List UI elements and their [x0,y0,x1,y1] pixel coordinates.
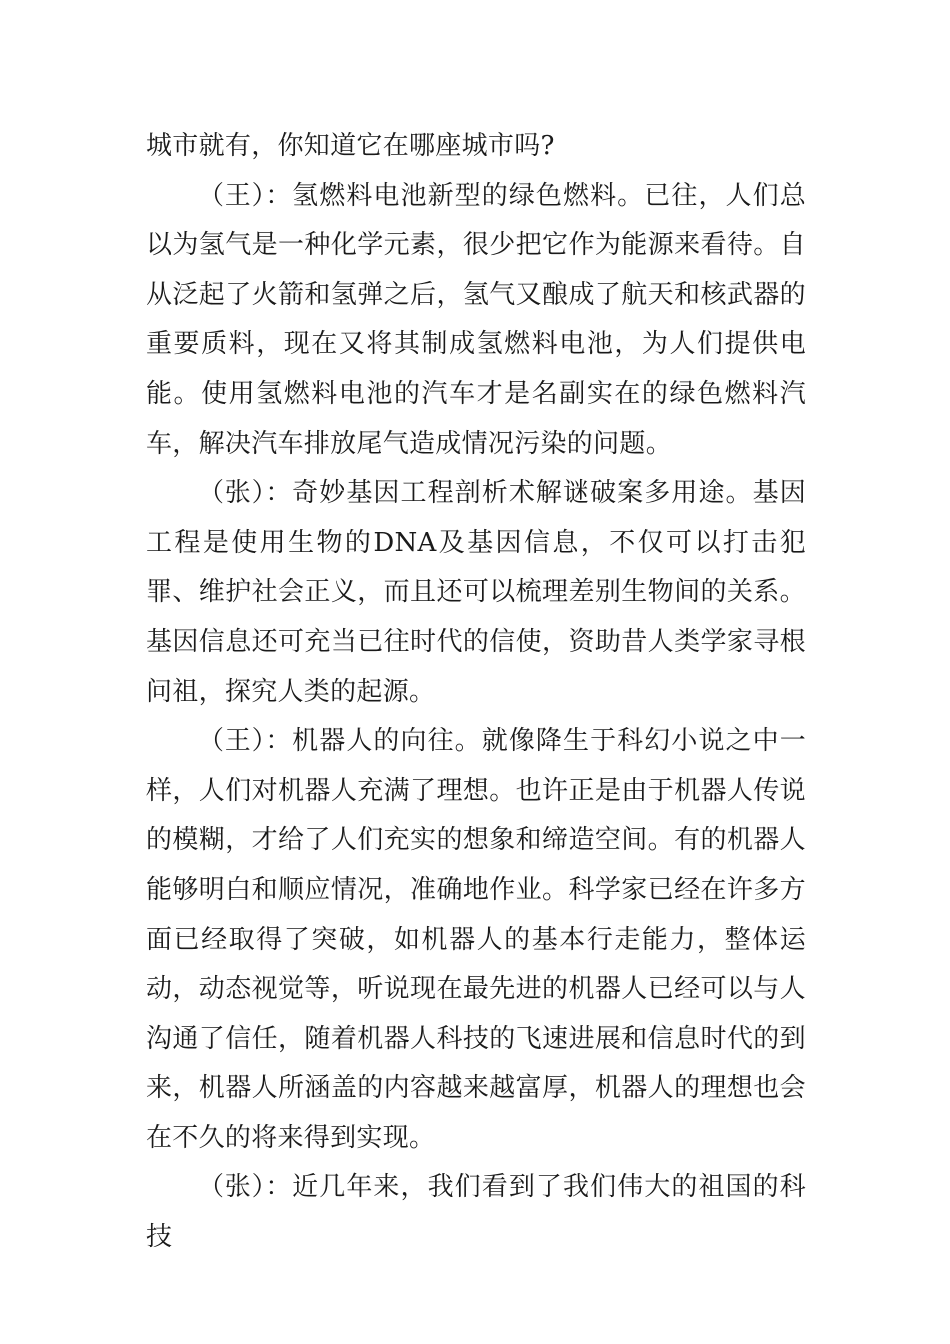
paragraph-text: 机器人的向往。就像降生于科幻小说之中一样，人们对机器人充满了理想。也许正是由于机器人传说的模糊，才给了人们充实的想象和缔造空间。有的机器人能够明白和顺应情况，准确地作业。科学家已经在许多方面已经取得了突破，如机器人的基本行走能力，整体运动，动态视觉等，听说现在最先进的机器人已经可以与人沟通了信任，随着机器人科技的飞速进展和信息时代的到来，机器人所涵盖的内容越来越富厚，机器人的理想也会在不久的将来得到实现。 [146,726,806,1153]
paragraph-text: 奇妙基因工程剖析术解谜破案多用途。基因工程是使用生物的DNA及基因信息，不仅可以打击犯罪、维护社会正义，而且还可以梳理差别生物间的关系。基因信息还可充当已往时代的信使，资助昔人类学家寻根问祖，探究人类的起源。 [146,478,806,707]
paragraph-text: 氢燃料电池新型的绿色燃料。已往，人们总以为氢气是一种化学元素，很少把它作为能源来看待。自从泛起了火箭和氢弹之后，氢气又酿成了航天和核武器的重要质料，现在又将其制成氢燃料电池，为人们提供电能。使用氢燃料电池的汽车才是名副实在的绿色燃料汽车，解决汽车排放尾气造成情况污染的问题。 [146,180,806,459]
paragraph-intro-continuation [146,122,806,172]
paragraph-hydrogen-fuel-cell [146,172,806,470]
paragraph-genetic-engineering [146,469,806,717]
speaker-label: （张）： [198,1172,293,1203]
speaker-label: （王）： [198,180,293,211]
paragraph-text: 城市就有，你知道它在哪座城市吗? [146,131,555,161]
paragraph-technology-progress [146,1163,806,1262]
speaker-label: （王）： [198,726,293,757]
paragraph-robots [146,717,806,1163]
speaker-label: （张）： [198,478,293,509]
paragraph-text: 近几年来，我们看到了我们伟大的祖国的科技 [146,1172,806,1253]
document-page [146,122,806,1263]
